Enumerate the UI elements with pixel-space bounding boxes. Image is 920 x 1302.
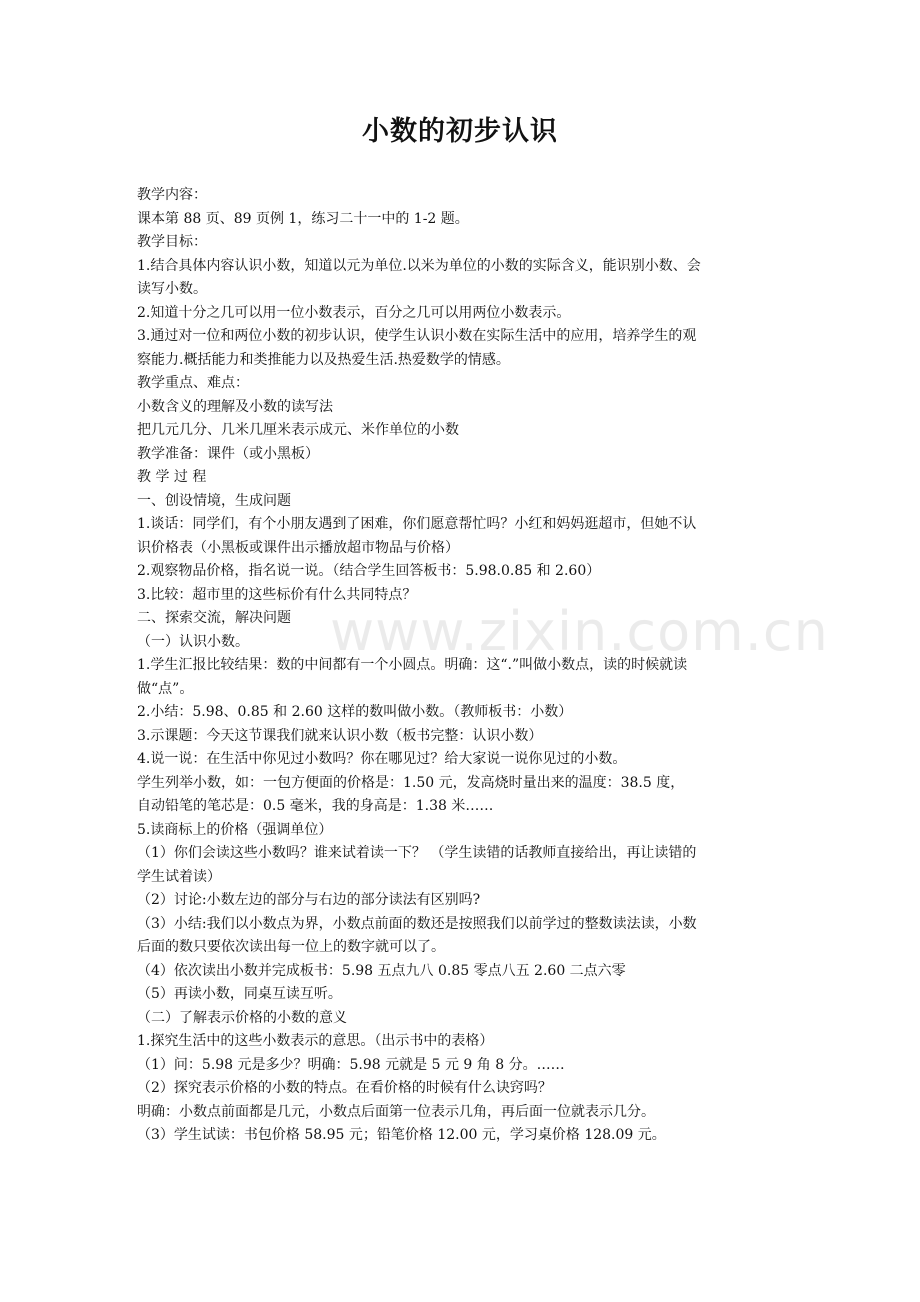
text-line: （3）学生试读：书包价格 58.95 元；铅笔价格 12.00 元，学习桌价格 128.09 元。	[137, 1127, 666, 1143]
document-title: 小数的初步认识	[362, 116, 558, 147]
watermark: www.zixin.com.cn	[330, 600, 829, 663]
text-line: 1.谈话：同学们，有个小朋友遇到了困难，你们愿意帮忙吗？小红和妈妈逛超市，但她不认	[137, 516, 697, 532]
text-line: （4）依次读出小数并完成板书：5.98 五点九八 0.85 零点八五 2.60 二点六零	[137, 962, 626, 979]
text-line: 3.示课题：今天这节课我们就来认识小数（板书完整：认识小数）	[137, 727, 543, 744]
text-line: 教 学 过 程	[137, 469, 207, 485]
text-line: （5）再读小数，同桌互读互听。	[137, 986, 342, 1002]
text-line: 二、探索交流，解决问题	[137, 610, 291, 626]
text-line: 教学准备：课件（或小黑板）	[137, 445, 319, 462]
text-line: 学生试着读）	[137, 868, 221, 885]
text-line: 2.小结：5.98、0.85 和 2.60 这样的数叫做小数。（教师板书：小数）	[137, 704, 573, 720]
text-line: 教学重点、难点：	[137, 375, 249, 391]
text-line: 把几元几分、几米几厘米表示成元、米作单位的小数	[137, 422, 459, 438]
text-line: 3.通过对一位和两位小数的初步认识，使学生认识小数在实际生活中的应用，培养学生的观	[137, 328, 697, 344]
text-line: 1.探究生活中的这些小数表示的意思。（出示书中的表格）	[137, 1033, 494, 1049]
text-line: 3.比较：超市里的这些标价有什么共同特点？	[137, 586, 417, 603]
text-line: 2.知道十分之几可以用一位小数表示，百分之几可以用两位小数表示。	[137, 304, 571, 321]
document-body	[137, 184, 791, 1148]
text-line: 识价格表（小黑板或课件出示播放超市物品与价格）	[137, 539, 459, 556]
text-line: 教学目标：	[137, 234, 207, 250]
text-line: 一、创设情境，生成问题	[137, 492, 291, 509]
text-line: （2）讨论:小数左边的部分与右边的部分读法有区别吗?	[137, 892, 481, 908]
text-line: 明确：小数点前面都是几元，小数点后面第一位表示几角，再后面一位就表示几分。	[137, 1103, 655, 1120]
text-line: （1）你们会读这些小数吗？谁来试着读一下？ （学生读错的话教师直接给出，再让读错的	[137, 845, 697, 861]
text-line: 5.读商标上的价格（强调单位）	[137, 821, 333, 838]
text-line: 1.学生汇报比较结果：数的中间都有一个小圆点。明确：这“.”叫做小数点，读的时候就读	[137, 657, 688, 673]
text-line: 教学内容：	[137, 187, 207, 203]
text-line: （3）小结:我们以小数点为界，小数点前面的数还是按照我们以前学过的整数读法读，小数	[137, 915, 697, 932]
text-line: 自动铅笔的笔芯是：0.5 毫米，我的身高是：1.38 米……	[137, 798, 494, 814]
text-line: 小数含义的理解及小数的读写法	[137, 398, 333, 415]
text-line: 4.说一说：在生活中你见过小数吗？你在哪见过？给大家说一说你见过的小数。	[137, 751, 627, 767]
text-line: （1）问：5.98 元是多少？明确：5.98 元就是 5 元 9 角 8 分。……	[137, 1056, 565, 1073]
text-line: 做“点”。	[137, 680, 194, 697]
text-line: 读写小数。	[137, 281, 207, 297]
text-line: 后面的数只要依次读出每一位上的数字就可以了。	[137, 939, 445, 955]
text-line: 2.观察物品价格，指名说一说。（结合学生回答板书：5.98.0.85 和 2.60）	[137, 563, 601, 579]
text-line: （二）了解表示价格的小数的意义	[137, 1009, 347, 1026]
text-line: 课本第 88 页、89 页例 1，练习二十一中的 1-2 题。	[137, 210, 469, 227]
text-line: 1.结合具体内容认识小数，知道以元为单位.以米为单位的小数的实际含义，能识别小数、会	[137, 257, 701, 274]
text-line: 察能力.概括能力和类推能力以及热爱生活.热爱数学的情感。	[137, 351, 510, 368]
text-line: （一）认识小数。	[137, 633, 249, 650]
text-line: 学生列举小数，如：一包方便面的价格是：1.50 元，发高烧时量出来的温度：38.5 度，	[137, 774, 685, 791]
text-line: （2）探究表示价格的小数的特点。在看价格的时候有什么诀窍吗？	[137, 1080, 552, 1096]
